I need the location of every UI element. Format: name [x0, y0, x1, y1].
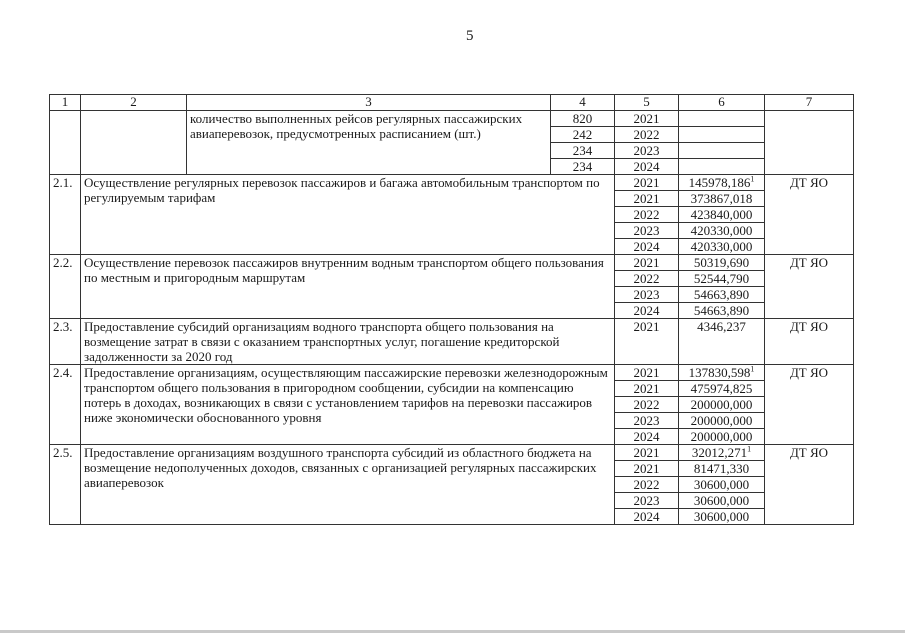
amount-cell: [679, 509, 765, 525]
year-cell: 2021: [615, 365, 679, 381]
column-header: 4: [551, 95, 615, 111]
footnote-mark: 1: [750, 174, 755, 184]
table-body: [50, 95, 854, 525]
column-header: 3: [187, 95, 551, 111]
year-cell: 2021: [615, 191, 679, 207]
footnote-mark: 1: [750, 364, 755, 374]
column-header-row: [50, 95, 854, 111]
amount-value: 200000,000: [690, 397, 753, 412]
year-cell: 2022: [615, 271, 679, 287]
table-row: [50, 255, 854, 271]
year-cell: 2022: [615, 477, 679, 493]
year-cell: 2022: [615, 207, 679, 223]
amount-value: 52544,790: [693, 271, 750, 286]
table-row: [50, 319, 854, 365]
year-cell: 2024: [615, 429, 679, 445]
amount-cell: [679, 175, 765, 191]
executor-cell: ДТ ЯО: [765, 255, 854, 319]
year-cell: 2024: [615, 509, 679, 525]
amount-cell: [679, 397, 765, 413]
year-cell: 2024: [615, 159, 679, 175]
item-number: 2.2.: [50, 255, 81, 319]
indicator-value: 242: [551, 127, 615, 143]
amount-value: 200000,000: [690, 413, 753, 428]
year-cell: 2023: [615, 143, 679, 159]
year-cell: 2021: [615, 175, 679, 191]
executor-cell: ДТ ЯО: [765, 445, 854, 525]
amount-value: 54663,890: [693, 287, 750, 302]
footnote-mark: 1: [747, 444, 752, 454]
amount-cell: [679, 127, 765, 143]
amount-cell: [679, 365, 765, 381]
amount-cell: [679, 271, 765, 287]
amount-cell: [679, 239, 765, 255]
amount-cell: [679, 429, 765, 445]
amount-value: 420330,000: [690, 223, 753, 238]
column-header: 5: [615, 95, 679, 111]
column-header: 6: [679, 95, 765, 111]
year-cell: 2021: [615, 445, 679, 461]
executor-cell: ДТ ЯО: [765, 319, 854, 365]
amount-value: 30600,000: [693, 493, 750, 508]
indicator-value: 820: [551, 111, 615, 127]
scan-edge: [0, 630, 905, 633]
year-cell: 2022: [615, 127, 679, 143]
amount-cell: [679, 191, 765, 207]
amount-value: 54663,890: [693, 303, 750, 318]
amount-value: 200000,000: [690, 429, 753, 444]
year-cell: 2021: [615, 111, 679, 127]
amount-cell: [679, 255, 765, 271]
amount-cell: [679, 477, 765, 493]
year-cell: 2021: [615, 319, 679, 365]
amount-cell: [679, 445, 765, 461]
column-2-cell: [81, 111, 187, 175]
column-header: 1: [50, 95, 81, 111]
amount-value: 30600,000: [693, 477, 750, 492]
year-cell: 2023: [615, 493, 679, 509]
indicator-value: 234: [551, 159, 615, 175]
item-number-cell: [50, 111, 81, 175]
amount-cell: [679, 143, 765, 159]
indicator-value: 234: [551, 143, 615, 159]
year-cell: 2023: [615, 223, 679, 239]
table-row: [50, 365, 854, 381]
table-row: [50, 175, 854, 191]
amount-value: 50319,690: [693, 255, 750, 270]
amount-cell: [679, 493, 765, 509]
amount-value: 81471,330: [693, 461, 750, 476]
amount-cell: [679, 223, 765, 239]
amount-value: 423840,000: [690, 207, 753, 222]
item-description: Предоставление организациям, осуществляющим пассажирские перевозки железнодорожным транспортом общего пользования в пригородном сообщении, субсидии на компенсацию потерь в доходах, возникающих в связи с установлением тарифов на перевозки пассажиров ниже экономически обоснованного уровня: [81, 365, 615, 445]
year-cell: 2022: [615, 397, 679, 413]
item-description: Осуществление регулярных перевозок пассажиров и багажа автомобильным транспортом по регулируемым тарифам: [81, 175, 615, 255]
year-cell: 2023: [615, 287, 679, 303]
table-row: [50, 111, 854, 127]
item-description: Осуществление перевозок пассажиров внутренним водным транспортом общего пользования по местным и пригородным маршрутам: [81, 255, 615, 319]
amount-value: 30600,000: [693, 509, 750, 524]
year-cell: 2021: [615, 381, 679, 397]
year-cell: 2021: [615, 461, 679, 477]
year-cell: 2024: [615, 303, 679, 319]
executor-cell: [765, 111, 854, 175]
program-table: [49, 94, 854, 525]
amount-cell: [679, 381, 765, 397]
item-number: 2.5.: [50, 445, 81, 525]
amount-value: 145978,186: [688, 175, 751, 190]
indicator-description: количество выполненных рейсов регулярных пассажирских авиаперевозок, предусмотренных расписанием (шт.): [187, 111, 551, 175]
item-number: 2.3.: [50, 319, 81, 365]
amount-cell: [679, 159, 765, 175]
amount-cell: [679, 207, 765, 223]
year-cell: 2023: [615, 413, 679, 429]
amount-value: 420330,000: [690, 239, 753, 254]
amount-cell: [679, 461, 765, 477]
amount-value: 32012,271: [691, 445, 748, 460]
table-row: [50, 445, 854, 461]
year-cell: 2021: [615, 255, 679, 271]
item-number: 2.1.: [50, 175, 81, 255]
amount-value: 475974,825: [690, 381, 753, 396]
executor-cell: ДТ ЯО: [765, 365, 854, 445]
item-description: Предоставление организациям воздушного транспорта субсидий из областного бюджета на возмещение недополученных доходов, связанных с организацией регулярных пассажирских авиаперевозок: [81, 445, 615, 525]
page-number: 5: [466, 28, 474, 44]
amount-value: 4346,237: [697, 319, 746, 334]
amount-cell: [679, 111, 765, 127]
column-header: 7: [765, 95, 854, 111]
item-description: Предоставление субсидий организациям водного транспорта общего пользования на возмещение затрат в связи с оказанием транспортных услуг, погашение кредиторской задолженности за 2020 год: [81, 319, 615, 365]
amount-cell: [679, 303, 765, 319]
executor-cell: ДТ ЯО: [765, 175, 854, 255]
amount-value: 137830,598: [688, 365, 751, 380]
column-header: 2: [81, 95, 187, 111]
year-cell: 2024: [615, 239, 679, 255]
amount-cell: [679, 413, 765, 429]
amount-value: 373867,018: [690, 191, 753, 206]
item-number: 2.4.: [50, 365, 81, 445]
amount-cell: [679, 319, 765, 365]
amount-cell: [679, 287, 765, 303]
